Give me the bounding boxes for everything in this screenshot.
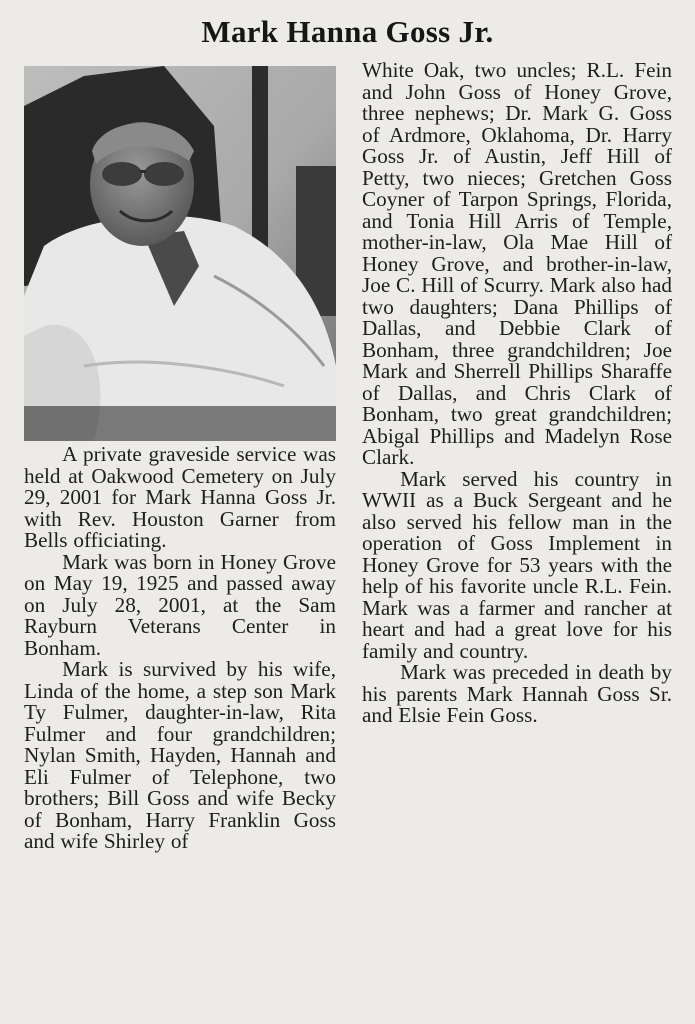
paragraph: A private graveside service was held at Oakwood Cemetery on July 29, 2001 for Mark Hanna Goss Jr. with Rev. Houston Garner from Bells officiating. [24,442,336,552]
paragraph: Mark was born in Honey Grove on May 19, 1925 and passed away on July 28, 2001, at the Sam Rayburn Veterans Center in Bonham. [24,549,336,660]
portrait-photo [24,66,336,441]
paragraph: White Oak, two uncles; R.L. Fein and John Goss of Honey Grove, three nephews; Dr. Mark G. Goss of Ardmore, Oklahoma, Dr. Harry Goss Jr. of Austin, Jeff Hill of Petty, two nieces; Gretchen Goss Coyner of Tarpon Springs, Florida, and Tonia Hill Arris of Temple, mother-in-law, Ola Mae Hill of Honey Grove, and brother-in-law, Joe C. Hill of Scurry. Mark also had two daughters; Dana Phillips of Dallas, and Debbie Clark of Bonham, three grandchildren; Joe Mark and Sherrell Phillips Sharaffe of Dallas, and Chris Clark of Bonham, two great grandchildren; Abigal Phillips and Madelyn Rose Clark. [362,58,672,469]
left-column [24,444,336,853]
portrait-photo-icon [24,66,336,441]
paragraph: Mark served his country in WWII as a Buck Sergeant and he also served his fellow man in the operation of Goss Implement in Honey Grove for 53 years with the help of his favorite uncle R.L. Fein. Mark was a farmer and rancher at heart and had a great love for his family and country. [362,466,672,663]
right-column [362,60,672,727]
paragraph: Mark is survived by his wife, Linda of the home, a step son Mark Ty Fulmer, daughter-in-law, Rita Fulmer and four grandchildren; Nylan Smith, Hayden, Hannah and Eli Fulmer of Telephone, two brothers; Bill Goss and wife Becky of Bonham, Harry Franklin Goss and wife Shirley of [24,657,336,853]
paragraph: Mark was preceded in death by his parents Mark Hannah Goss Sr. and Elsie Fein Goss. [362,660,672,727]
page-title: Mark Hanna Goss Jr. [201,14,494,49]
